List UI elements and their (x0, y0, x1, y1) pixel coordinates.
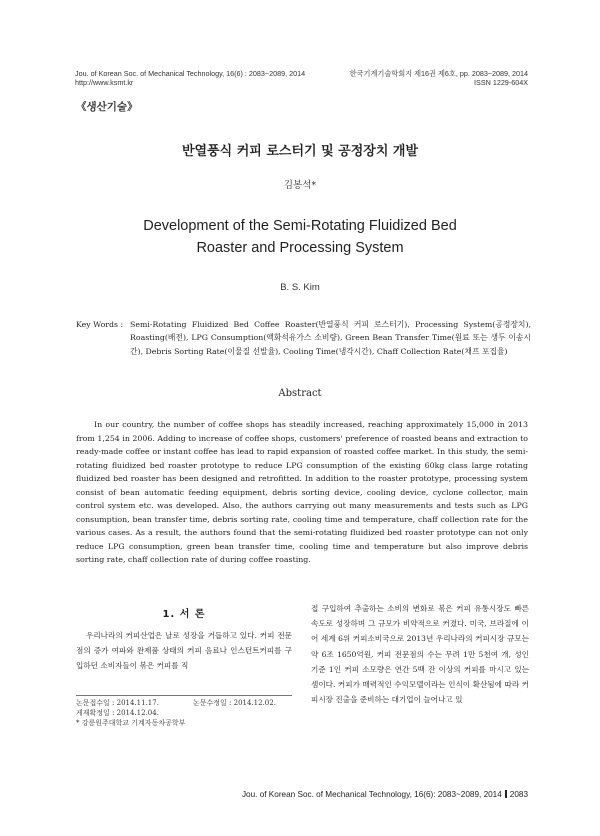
journal-header-left (75, 69, 305, 87)
intro-paragraph-left: 우리나라의 커피산업은 날로 성장을 거듭하고 있다. 커피 전문점의 증가 여파와 완제품 상태의 커피 음료나 인스턴트커피를 구입하던 소비자들이 볶은 커피를 직 (76, 631, 292, 671)
author-korean: 김봉석* (283, 180, 317, 191)
title-english (100, 215, 500, 259)
footnote-divider (76, 695, 292, 696)
journal-citation: Jou. of Korean Soc. of Mechanical Technology, 16(6) : 2083~2089, 2014 (75, 69, 306, 78)
page-number: 2083 (509, 790, 528, 799)
footer-separator (505, 790, 507, 798)
footer-journal: Jou. of Korean Soc. of Mechanical Technology, 16(6): 2083~2089, 2014 (241, 790, 502, 799)
footnote-accepted-date: 게재확정일 : 2014.12.04. (76, 709, 159, 717)
keywords-block (76, 318, 531, 358)
title-english-line1: Development of the Semi-Rotating Fluidized Bed (143, 218, 457, 234)
keywords-label: Key Words : (76, 320, 124, 329)
title-english-line2: Roaster and Processing System (196, 240, 404, 256)
journal-citation-ko: 한국기계기술학회지 제16권 제6호, pp. 2083~2089, 2014 (349, 69, 528, 78)
journal-header-right (350, 69, 528, 87)
issn: ISSN 1229-604X (474, 78, 528, 87)
author-english: B. S. Kim (280, 282, 320, 293)
page-footer (242, 790, 528, 799)
keywords-text: Semi-Rotating Fluidized Bed Coffee Roaster(반열풍식 커피 로스터기), Processing System(공정장치), Roasting(배전), LPG Consumption(액화석유가스 소비량), Green Bean Transfer Time(원료 또는 생두 이송시간), Debris Sorting Rate(이물질 선발율), Cooling Time(냉각시간), Chaff Collection Rate(채프 포집율) (130, 320, 531, 356)
title-korean: 반열풍식 커피 로스터기 및 공정장치 개발 (181, 144, 419, 159)
section-heading-introduction: 1. 서 론 (162, 609, 206, 620)
footnote-affiliation: * 강릉원주대학교 기계자동차공학부 (76, 719, 186, 727)
intro-paragraph-right: 접 구입하여 추출하는 소비의 변화로 볶은 커피 유통시장도 빠른 속도로 성장하며 그 규모가 비약적으로 커졌다. 미국, 브라질에 이어 세계 6위 커피소비국으로 2013년 우리나라의 커피시장 규모는 약 6조 1650억원, 커피 전문점의 수는 무려 1만 5천여 개, 성인 기준 1인 커피 소모량은 연간 5백 잔 이상의 커피를 마시고 있는 셈이다. 커피가 매력적인 수익모델이라는 인식이 확산됨에 따라 커피시장 진출을 준비하는 대기업이 늘어나고 있 (311, 604, 529, 705)
abstract-body: In our country, the number of coffee shops has steadily increased, reaching approximately 15,000 in 2013 from 1,254 in 2006. Adding to increase of coffee shops, customers' preference of roasted beans and extraction to ready-made coffee or instant coffee has lead to rapid expansion of roasted coffee market. In this study, the semi-rotating fluidized bed roaster prototype to reduce LPG consumption of the existing 60kg class large rotating fluidized bed roaster has been designed and retrofitted. In addition to the roaster prototype, processing system consist of bean automatic feeding equipment, debris sorting device, cooling device, cyclone collector, main control system etc. was developed. Also, the authors carrying out many measurements and tests such as LPG consumption, bean transfer time, debris sorting rate, cooling time and temperature, chaff collection rate for the various cases. As a result, the authors found that the semi-rotating fluidized bed roaster prototype can not only reduce LPG consumption, green bean transfer time, cooling time and temperature but also improve debris sorting rate, chaff collection rate of during coffee roasting. (76, 420, 528, 565)
section-tag: 《생산기술》 (76, 101, 138, 113)
footnote-received-date: 논문접수일 : 2014.11.17. (76, 699, 159, 707)
abstract-heading: Abstract (278, 388, 322, 399)
footnote-revised-date: 논문수정일 : 2014.12.02. (193, 699, 276, 707)
journal-url[interactable]: http://www.ksmt.kr (75, 78, 134, 87)
